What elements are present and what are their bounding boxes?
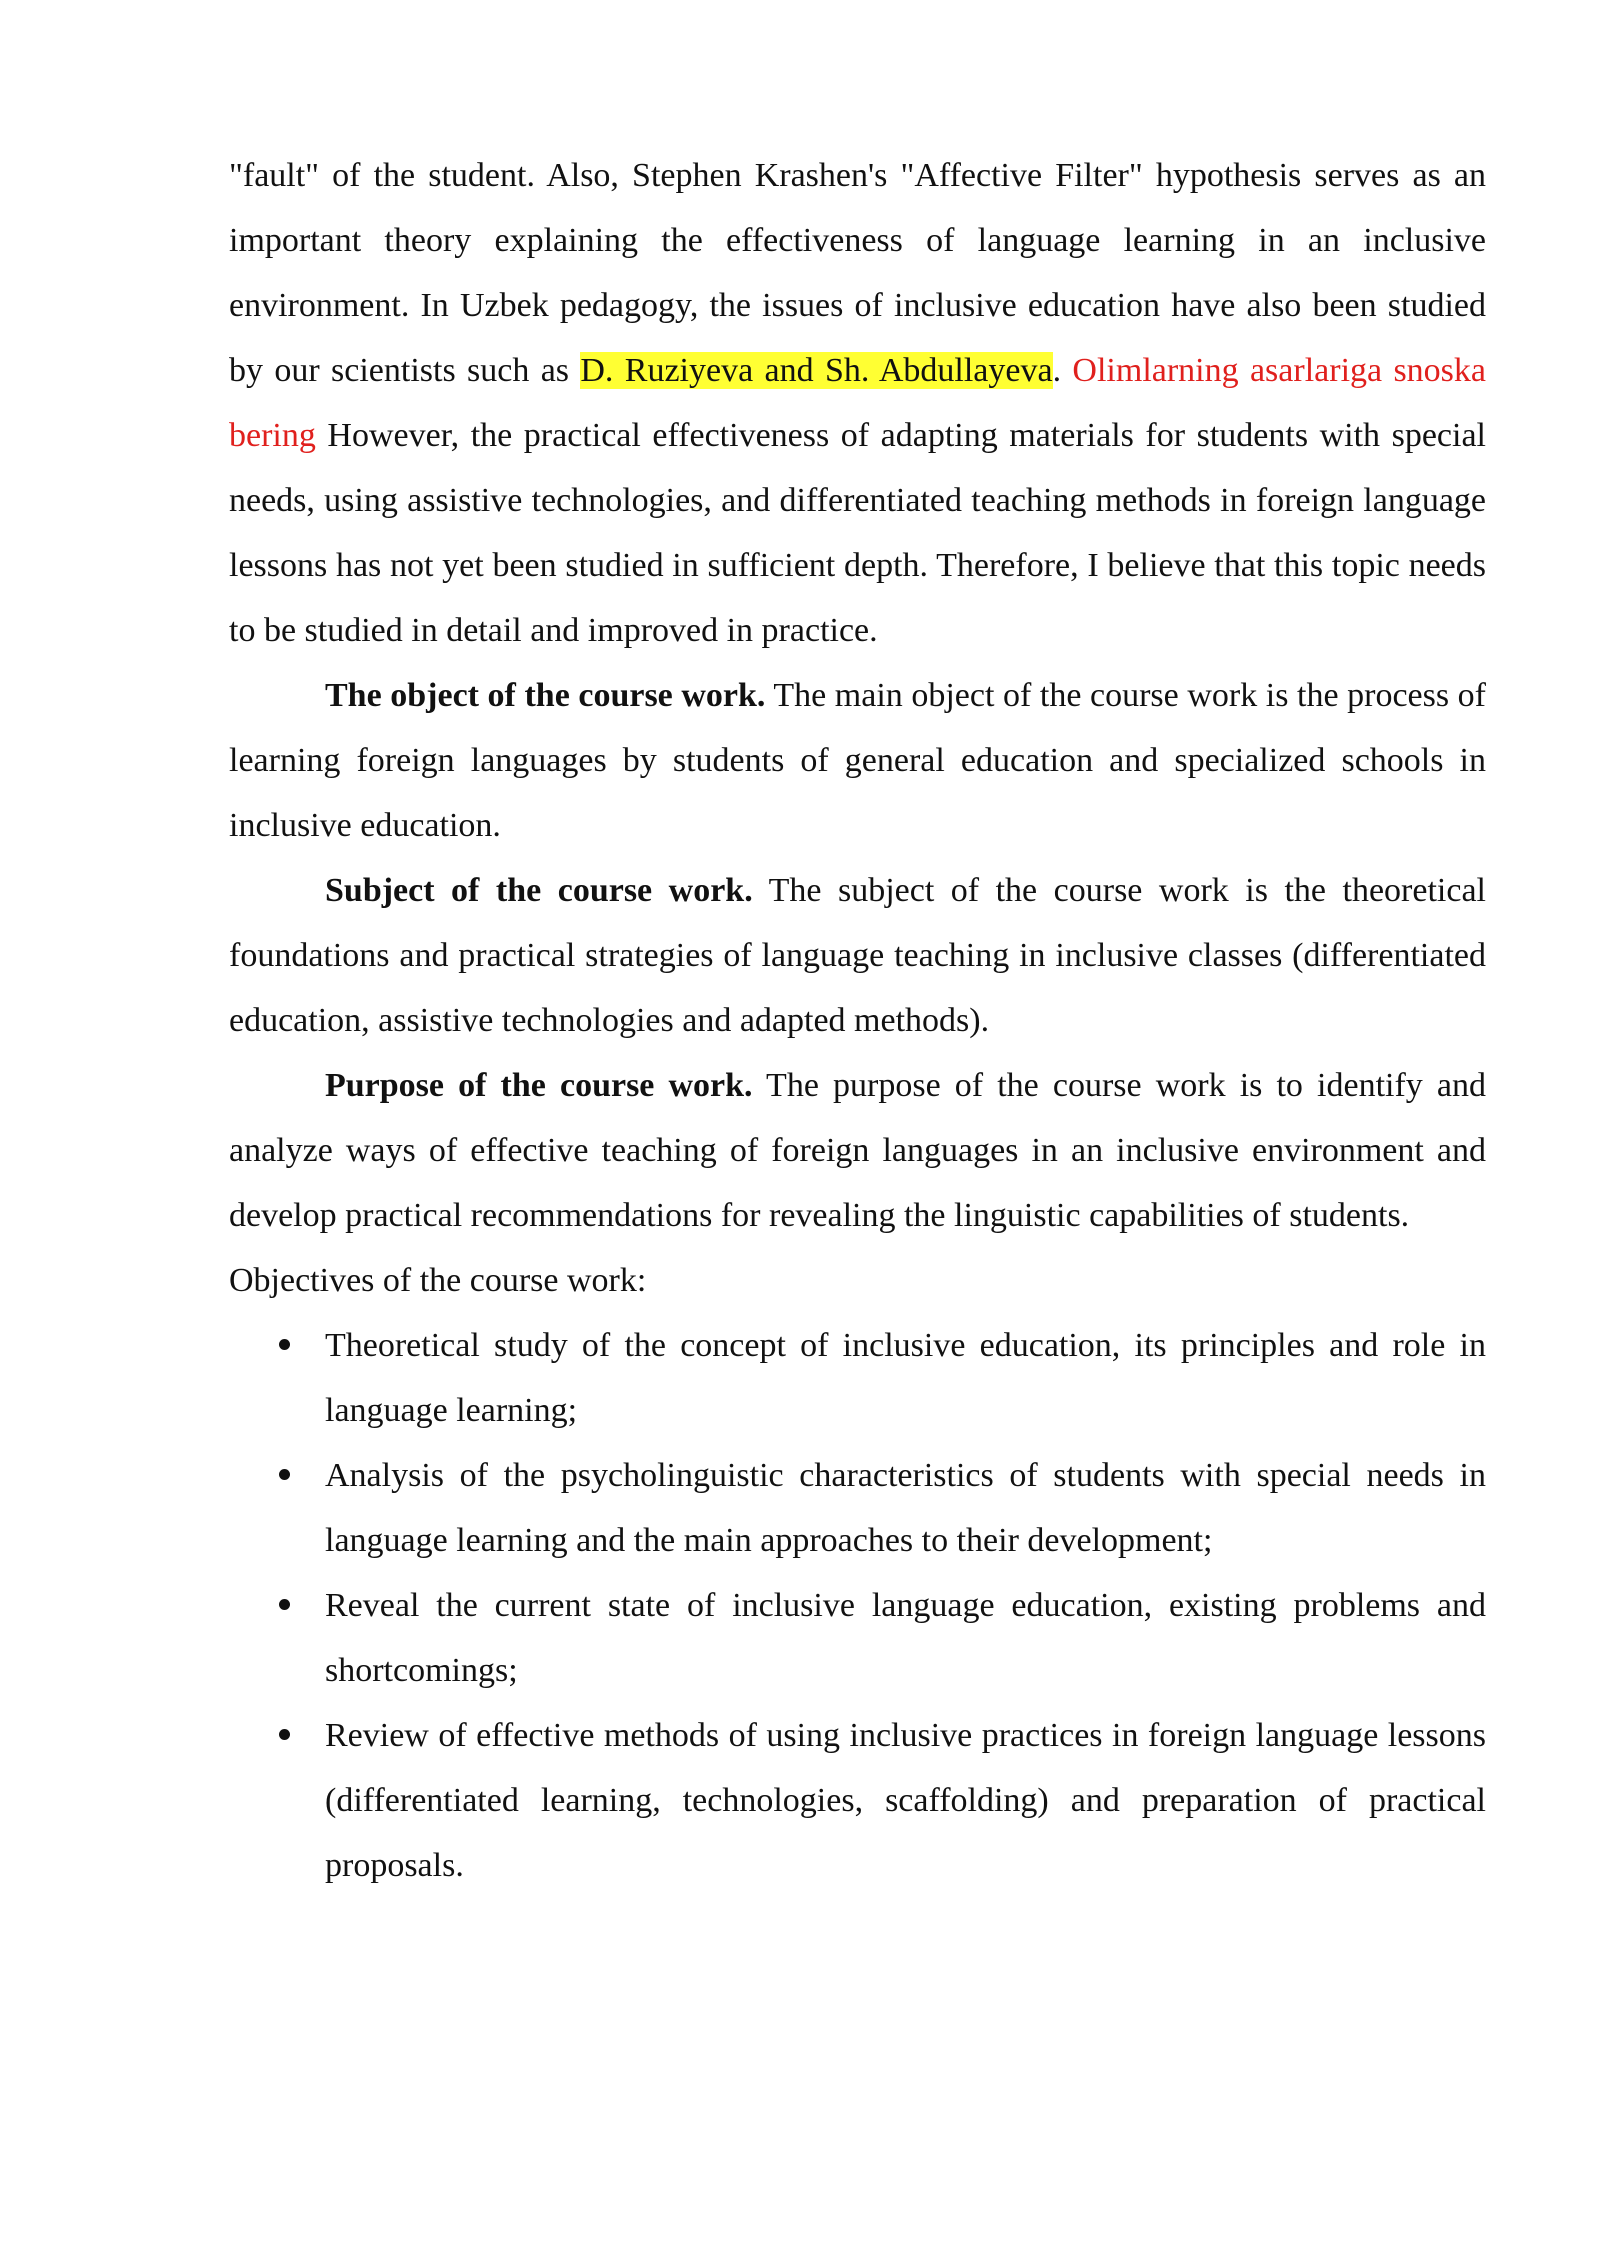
subject-paragraph [229,858,1486,1053]
list-item [229,1443,1486,1573]
list-item-text: Reveal the current state of inclusive language education, existing problems and shortcomings; [325,1587,1486,1689]
bullet-icon [279,1729,290,1740]
list-item [229,1313,1486,1443]
purpose-text: The purpose of the course work is to identify and analyze ways of effective teaching of foreign languages in an inclusive environment and develop practical recommendations for revealing the linguistic capabilities of students. [229,1067,1486,1234]
object-text: The main object of the course work is the process of learning foreign languages by students of general education and specialized schools in inclusive education. [229,677,1486,844]
objectives-title: Objectives of the course work: [229,1262,647,1299]
subject-text: The subject of the course work is the theoretical foundations and practical strategies of language teaching in inclusive classes (differentiated education, assistive technologies and adapted methods). [229,872,1486,1039]
list-item [229,1573,1486,1703]
object-heading: The object of the course work. [325,677,766,714]
red-comment-note: Olimlarning asarlariga snoska bering [229,352,1487,454]
bullet-icon [279,1339,290,1350]
purpose-heading: Purpose of the course work. [325,1067,753,1104]
list-item-text: Review of effective methods of using inclusive practices in foreign language lessons (differentiated learning, technologies, scaffolding) and preparation of practical proposals. [325,1717,1486,1884]
bullet-icon [279,1469,290,1480]
intro-text-start: "fault" of the student. Also, Stephen Krashen's "Affective Filter" hypothesis serves as an important theory explaining the effectiveness of language learning in an inclusive environment. In Uzbek pedagogy, the issues of inclusive education have also been studied by our scientists such as [229,157,1486,389]
page-body [229,143,1486,1898]
list-item-text: Theoretical study of the concept of inclusive education, its principles and role in language learning; [325,1327,1486,1429]
objectives-list [229,1313,1486,1898]
list-item [229,1703,1486,1898]
object-paragraph [229,663,1486,858]
intro-period: . [1052,352,1062,389]
intro-paragraph [229,143,1486,663]
subject-heading: Subject of the course work. [325,872,753,909]
bullet-icon [279,1599,290,1610]
highlighted-author-names: D. Ruziyeva and Sh. Abdullayeva [580,352,1053,389]
list-item-text: Analysis of the psycholinguistic characteristics of students with special needs in language learning and the main approaches to their development; [325,1457,1486,1559]
intro-text-end: However, the practical effectiveness of adapting materials for students with special needs, using assistive technologies, and differentiated teaching methods in foreign language lessons has not yet been studied in sufficient depth. Therefore, I believe that this topic needs to be studied in detail and improved in practice. [229,417,1486,649]
purpose-paragraph [229,1053,1486,1248]
